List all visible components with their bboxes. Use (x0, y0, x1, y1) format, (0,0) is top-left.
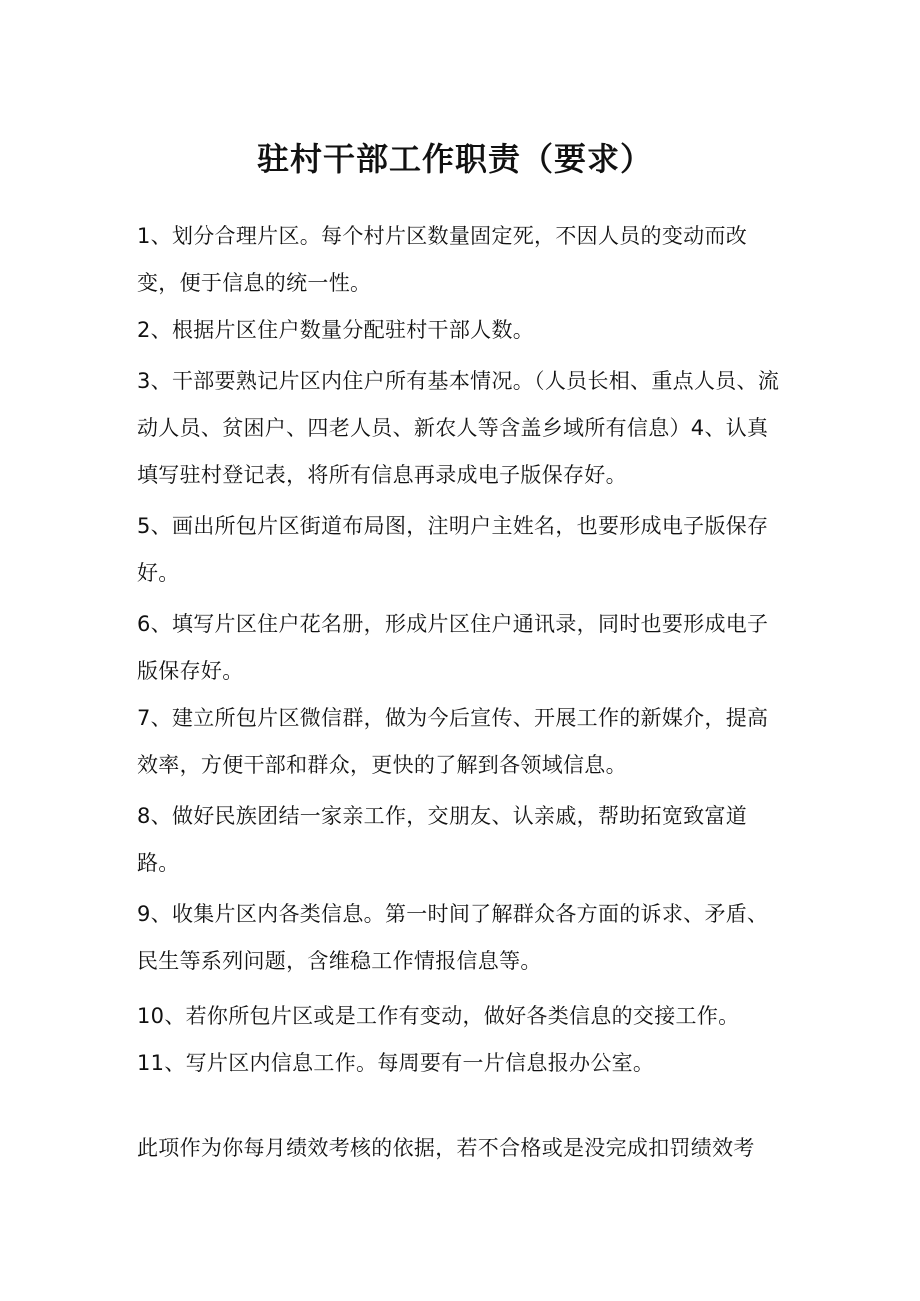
duty-item-10: 10、若你所包片区或是工作有变动，做好各类信息的交接工作。 (137, 1004, 740, 1028)
duty-item-11: 11、写片区内信息工作。每周要有一片信息报办公室。 (137, 1051, 655, 1075)
duty-list (137, 213, 782, 1087)
duty-item-8: 8、做好民族团结一家亲工作，交朋友、认亲戚，帮助拓宽致富道路。 (137, 804, 748, 875)
duty-item-5: 5、画出所包片区街道布局图，注明户主姓名，也要形成电子版保存好。 (137, 514, 769, 585)
document-title: 驻村干部工作职责（要求） (256, 140, 653, 179)
duty-item-2: 2、根据片区住户数量分配驻村干部人数。 (137, 318, 535, 342)
assessment-note: 此项作为你每月绩效考核的依据，若不合格或是没完成扣罚绩效考 (137, 1136, 755, 1160)
duty-item-7: 7、建立所包片区微信群，做为今后宣传、开展工作的新媒介，提高效率，方便干部和群众，更快的了解到各领域信息。 (137, 706, 769, 777)
duty-item-1: 1、划分合理片区。每个村片区数量固定死，不因人员的变动而改变，便于信息的统一性。 (137, 224, 748, 295)
duty-item-3-4: 3、干部要熟记片区内住户所有基本情况。（人员长相、重点人员、流动人员、贫困户、四老人员、新农人等含盖乡域所有信息）4、认真填写驻村登记表，将所有信息再录成电子版保存好。 (137, 369, 780, 487)
duty-item-9: 9、收集片区内各类信息。第一时间了解群众各方面的诉求、矛盾、民生等系列问题，含维稳工作情报信息等。 (137, 902, 769, 973)
duty-item-6: 6、填写片区住户花名册，形成片区住户通讯录，同时也要形成电子版保存好。 (137, 612, 769, 683)
